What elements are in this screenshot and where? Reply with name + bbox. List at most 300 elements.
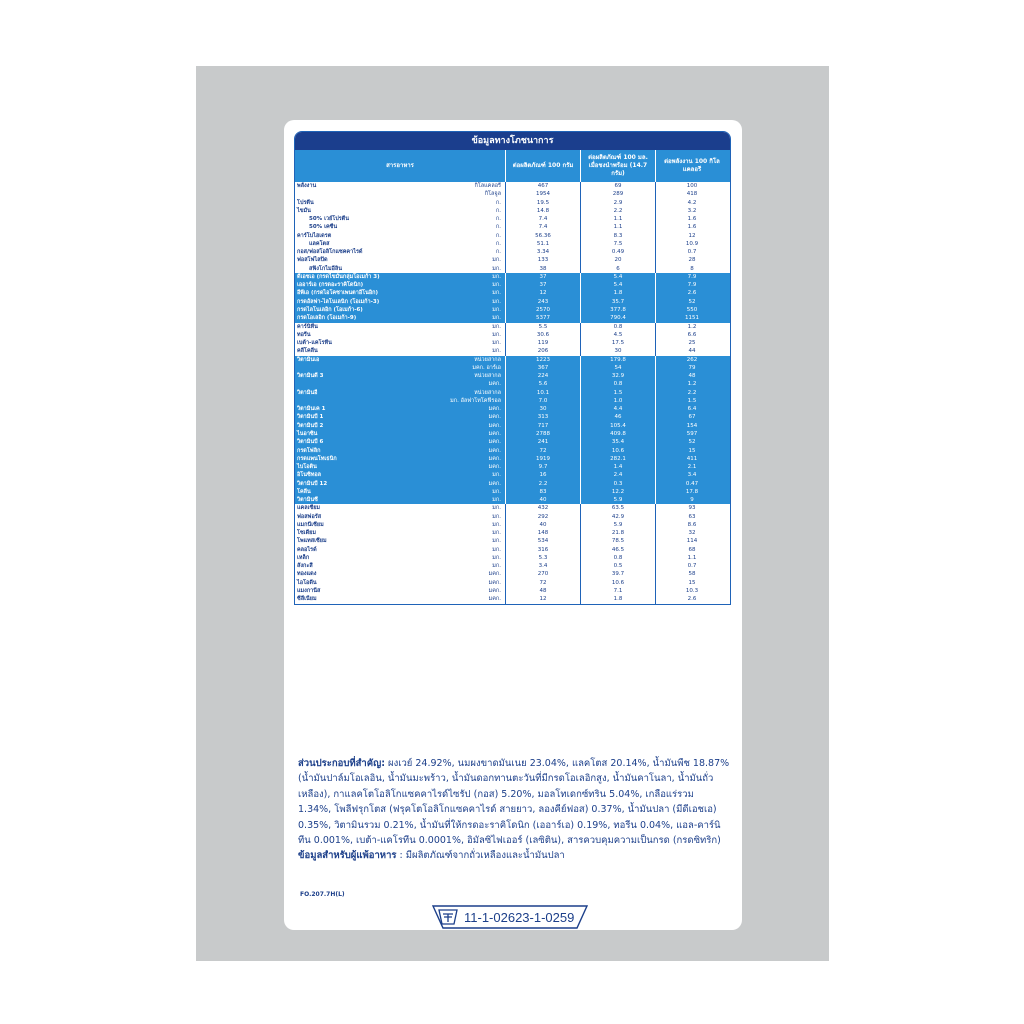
table-row <box>295 455 730 463</box>
value-per-100kcal: 1.1 <box>655 554 728 562</box>
allergy-paragraph <box>298 848 730 863</box>
value-per-100ml: 42.9 <box>580 513 655 521</box>
value-per-100g: 14.8 <box>505 207 580 215</box>
value-per-100ml: 21.8 <box>580 529 655 537</box>
nutrient-unit: มก. <box>492 513 501 520</box>
value-per-100kcal: 262 <box>655 356 728 364</box>
nutrient-name: โปรตีน <box>297 199 314 206</box>
value-per-100g: 38 <box>505 265 580 273</box>
table-row <box>295 298 730 306</box>
table-row <box>295 438 730 446</box>
value-per-100kcal: 597 <box>655 430 728 438</box>
header-nutrient: สารอาหาร <box>386 162 414 169</box>
value-per-100kcal: 17.8 <box>655 488 728 496</box>
table-row <box>295 364 730 372</box>
nutrient-name: แมกนีเซียม <box>297 521 324 528</box>
value-per-100kcal: 6.6 <box>655 331 728 339</box>
value-per-100ml: 2.2 <box>580 207 655 215</box>
nutrient-name: กรดแพนโทเธนิก <box>297 455 337 462</box>
value-per-100g: 48 <box>505 587 580 595</box>
value-per-100ml: 282.1 <box>580 455 655 463</box>
nutrient-name: กรดอัลฟา-ไลโนเลนิก (โอเมก้า-3) <box>297 298 380 305</box>
nutrient-unit: หน่วยสากล <box>474 356 501 363</box>
table-row <box>295 579 730 587</box>
value-per-100g: 467 <box>505 182 580 190</box>
value-per-100ml: 1.0 <box>580 397 655 405</box>
nutrient-unit: ก. <box>495 207 501 214</box>
value-per-100g: 56.36 <box>505 232 580 240</box>
nutrient-unit: มก. <box>492 340 501 347</box>
nutrient-name: 50% เคซีน <box>309 224 338 231</box>
nutrient-unit: มก. <box>492 315 501 322</box>
table-row <box>295 463 730 471</box>
value-per-100g: 5377 <box>505 314 580 322</box>
table-row <box>295 240 730 248</box>
table-row <box>295 422 730 430</box>
nutrient-name: ไบโอติน <box>297 464 317 471</box>
nutrient-unit: มก. <box>492 306 501 313</box>
value-per-100ml: 0.8 <box>580 554 655 562</box>
nutrient-name: แมงกานีส <box>297 588 321 595</box>
value-per-100kcal: 10.9 <box>655 240 728 248</box>
value-per-100kcal: 12 <box>655 232 728 240</box>
value-per-100kcal: 15 <box>655 447 728 455</box>
value-per-100kcal: 2.6 <box>655 595 728 603</box>
value-per-100g: 1919 <box>505 455 580 463</box>
nutrient-unit: หน่วยสากล <box>474 389 501 396</box>
value-per-100kcal: 7.9 <box>655 281 728 289</box>
value-per-100g: 10.1 <box>505 389 580 397</box>
nutrient-unit: มคก. <box>488 422 501 429</box>
table-row <box>295 537 730 545</box>
value-per-100g: 3.4 <box>505 562 580 570</box>
value-per-100ml: 69 <box>580 182 655 190</box>
value-per-100ml: 1.4 <box>580 463 655 471</box>
nutrient-name: กอส/ฟอสโอลิโกแซคคาไรด์ <box>297 249 363 256</box>
value-per-100kcal: 44 <box>655 347 728 355</box>
nutrient-unit: ก. <box>495 224 501 231</box>
nutrient-name: ไอโอดีน <box>297 579 317 586</box>
value-per-100g: 72 <box>505 447 580 455</box>
ingredients-label: ส่วนประกอบที่สำคัญ: <box>298 758 385 769</box>
table-row <box>295 273 730 281</box>
table-row <box>295 372 730 380</box>
ingredients-block <box>298 756 730 864</box>
value-per-100kcal: 6.4 <box>655 405 728 413</box>
nutrition-table <box>294 131 731 605</box>
value-per-100g: 316 <box>505 546 580 554</box>
value-per-100g: 119 <box>505 339 580 347</box>
table-row <box>295 513 730 521</box>
value-per-100ml: 5.4 <box>580 281 655 289</box>
value-per-100kcal: 2.6 <box>655 289 728 297</box>
nutrient-unit: ก. <box>495 199 501 206</box>
value-per-100ml: 46.5 <box>580 546 655 554</box>
header-per-100kcal: ต่อพลังงาน 100 กิโลแคลอรี <box>655 150 728 182</box>
table-row <box>295 504 730 512</box>
value-per-100ml: 39.7 <box>580 570 655 578</box>
value-per-100kcal: 0.7 <box>655 562 728 570</box>
value-per-100ml: 0.8 <box>580 323 655 331</box>
value-per-100g: 270 <box>505 570 580 578</box>
header-per-100ml: ต่อผลิตภัณฑ์ 100 มล. เมื่อชงนำพร้อม (14.7 กรัม) <box>580 150 655 182</box>
value-per-100g: 40 <box>505 496 580 504</box>
table-row <box>295 190 730 198</box>
value-per-100ml: 289 <box>580 190 655 198</box>
nutrient-name: คลีโคลีน <box>297 348 318 355</box>
value-per-100ml: 5.4 <box>580 273 655 281</box>
table-row <box>295 232 730 240</box>
value-per-100g: 432 <box>505 504 580 512</box>
value-per-100g: 5.6 <box>505 380 580 388</box>
table-row <box>295 314 730 322</box>
value-per-100kcal: 8.6 <box>655 521 728 529</box>
value-per-100ml: 2.9 <box>580 199 655 207</box>
value-per-100kcal: 550 <box>655 306 728 314</box>
table-row <box>295 413 730 421</box>
value-per-100g: 224 <box>505 372 580 380</box>
nutrient-unit: มก. <box>492 488 501 495</box>
nutrient-name <box>295 380 385 388</box>
nutrient-name: ดีเอชเอ (กรดไขมันกลุ่มโอเมก้า 3) <box>297 273 380 280</box>
value-per-100ml: 5.9 <box>580 496 655 504</box>
value-per-100ml: 78.5 <box>580 537 655 545</box>
value-per-100g: 37 <box>505 273 580 281</box>
table-row <box>295 447 730 455</box>
value-per-100ml: 179.8 <box>580 356 655 364</box>
table-row <box>295 587 730 595</box>
value-per-100ml: 377.8 <box>580 306 655 314</box>
table-row <box>295 430 730 438</box>
value-per-100kcal: 1.6 <box>655 223 728 231</box>
nutrient-name: ไนอาซิน <box>297 430 318 437</box>
nutrient-unit: มคก. <box>488 596 501 603</box>
nutrient-unit: มคก. <box>488 439 501 446</box>
value-per-100kcal: 0.7 <box>655 248 728 256</box>
value-per-100kcal: 3.2 <box>655 207 728 215</box>
value-per-100ml: 63.5 <box>580 504 655 512</box>
table-row <box>295 471 730 479</box>
nutrient-unit: มก. <box>492 521 501 528</box>
value-per-100g: 133 <box>505 256 580 264</box>
table-row <box>295 496 730 504</box>
nutrient-unit: มก. <box>492 273 501 280</box>
value-per-100g: 313 <box>505 413 580 421</box>
value-per-100kcal: 7.9 <box>655 273 728 281</box>
value-per-100ml: 1.1 <box>580 223 655 231</box>
nutrient-name: วิตามินบี 2 <box>297 422 324 429</box>
value-per-100ml: 790.4 <box>580 314 655 322</box>
value-per-100g: 40 <box>505 521 580 529</box>
value-per-100ml: 4.4 <box>580 405 655 413</box>
value-per-100kcal: 0.47 <box>655 480 728 488</box>
table-row <box>295 215 730 223</box>
nutrient-unit: มก. <box>492 530 501 537</box>
registration-number: 11-1-02623-1-0259 <box>464 910 575 925</box>
value-per-100kcal: 8 <box>655 265 728 273</box>
value-per-100kcal: 9 <box>655 496 728 504</box>
value-per-100g: 30.6 <box>505 331 580 339</box>
nutrient-name: คลอไรด์ <box>297 546 317 553</box>
value-per-100ml: 5.9 <box>580 521 655 529</box>
table-row <box>295 248 730 256</box>
nutrient-name: คาร์โบไฮเดรต <box>297 232 332 239</box>
ingredients-text: ผงเวย์ 24.92%, นมผงขาดมันเนย 23.04%, แลคโตส 20.14%, น้ำมันพืช 18.87% (น้ำมันปาล์มโอเลอิน, น้ำมันมะพร้าว, น้ำมันดอกทานตะวันที่มีกรดโอเลอิกสูง, น้ำมันคาโนลา, น้ำมันถั่วเหลือง), กาแลคโตโอลิโกแซคคาไรด์ไซรัป (กอส) 5.20%, มอลโทเดกซ์ทริน 5.04%, เกลือแร่รวม 1.34%, โพลีฟรุกโตส (ฟรุคโตโอลิโกแซคคาไรด์ สายยาว, ลองคีย์ฟอส) 0.37%, น้ำมันปลา (มีดีเอชเอ) 0.35%, วิตามินรวม 0.21%, น้ำมันที่ให้กรดอะราคิโดนิก (เออาร์เอ) 0.19%, ทอรีน 0.04%, แอล-คาร์นิทีน 0.001%, เบต้า-แคโรทีน 0.0001%, อิมัลซิไฟเออร์ (เลซิติน), สารควบคุมความเป็นกรด (กรดซิทริก) <box>298 758 730 847</box>
nutrient-name: กรดโอเลอิก (โอเมก้า-9) <box>297 315 357 322</box>
nutrient-name: ไขมัน <box>297 207 311 214</box>
nutrient-unit: ก. <box>495 240 501 247</box>
value-per-100g: 83 <box>505 488 580 496</box>
nutrient-unit: มก. อัลฟาโทโคฟีรอล <box>450 397 501 404</box>
nutrient-unit: มคก. <box>488 447 501 454</box>
nutrient-name: วิตามินเอ <box>297 356 320 363</box>
value-per-100kcal: 2.2 <box>655 389 728 397</box>
allergy-text: : มีผลิตภัณฑ์จากถั่วเหลืองและน้ำมันปลา <box>396 850 565 862</box>
value-per-100ml: 4.5 <box>580 331 655 339</box>
nutrient-name: สฟิงโกไมอีลิน <box>309 265 343 272</box>
product-code: FO.207.7H(L) <box>300 891 345 898</box>
value-per-100kcal: 2.1 <box>655 463 728 471</box>
value-per-100ml: 6 <box>580 265 655 273</box>
nutrient-unit: มก. <box>492 546 501 553</box>
nutrient-name: เบต้า-แคโรทีน <box>297 340 332 347</box>
nutrient-name <box>295 397 385 405</box>
value-per-100kcal: 10.3 <box>655 587 728 595</box>
table-header-row <box>295 150 730 182</box>
table-row <box>295 529 730 537</box>
value-per-100ml: 20 <box>580 256 655 264</box>
value-per-100kcal: 418 <box>655 190 728 198</box>
nutrient-name <box>295 364 385 372</box>
nutrient-name: แคลเซียม <box>297 505 321 512</box>
value-per-100g: 9.7 <box>505 463 580 471</box>
value-per-100kcal: 1.2 <box>655 323 728 331</box>
value-per-100g: 7.0 <box>505 397 580 405</box>
table-row <box>295 281 730 289</box>
value-per-100kcal: 3.4 <box>655 471 728 479</box>
value-per-100kcal: 1.5 <box>655 397 728 405</box>
nutrient-name: วิตามินอี <box>297 389 318 396</box>
nutrient-unit: มก. <box>492 323 501 330</box>
nutrient-unit: ก. <box>495 249 501 256</box>
nutrient-unit: มก. <box>492 257 501 264</box>
nutrient-name: กรดโฟลิก <box>297 447 321 454</box>
table-row <box>295 521 730 529</box>
value-per-100g: 7.4 <box>505 223 580 231</box>
value-per-100kcal: 79 <box>655 364 728 372</box>
table-row <box>295 380 730 388</box>
value-per-100kcal: 32 <box>655 529 728 537</box>
nutrient-name: วิตามินบี 6 <box>297 439 324 446</box>
value-per-100ml: 1.1 <box>580 215 655 223</box>
value-per-100g: 12 <box>505 289 580 297</box>
nutrient-unit: มก. <box>492 505 501 512</box>
table-row <box>295 289 730 297</box>
nutrient-name: วิตามินบี 12 <box>297 480 328 487</box>
fda-registration-badge <box>431 905 589 929</box>
value-per-100ml: 0.5 <box>580 562 655 570</box>
table-row <box>295 356 730 364</box>
ingredients-paragraph <box>298 756 730 848</box>
value-per-100kcal: 25 <box>655 339 728 347</box>
nutrient-name: โพแทสเซียม <box>297 538 327 545</box>
value-per-100ml: 1.8 <box>580 289 655 297</box>
nutrient-name: เหล็ก <box>297 554 310 561</box>
table-row <box>295 223 730 231</box>
table-row <box>295 570 730 578</box>
value-per-100g: 717 <box>505 422 580 430</box>
nutrient-name: คาร์นิทีน <box>297 323 318 330</box>
value-per-100kcal: 52 <box>655 298 728 306</box>
nutrient-unit: มคก. <box>488 480 501 487</box>
value-per-100kcal: 1.6 <box>655 215 728 223</box>
nutrient-unit: มก. <box>492 554 501 561</box>
nutrient-name: อิโนซิทอล <box>297 472 322 479</box>
value-per-100kcal: 63 <box>655 513 728 521</box>
value-per-100kcal: 28 <box>655 256 728 264</box>
value-per-100ml: 0.49 <box>580 248 655 256</box>
value-per-100ml: 10.6 <box>580 447 655 455</box>
nutrient-unit: มก. <box>492 497 501 504</box>
value-per-100ml: 1.8 <box>580 595 655 603</box>
value-per-100kcal: 15 <box>655 579 728 587</box>
value-per-100g: 72 <box>505 579 580 587</box>
table-row <box>295 389 730 397</box>
nutrient-name: โคลีน <box>297 488 311 495</box>
nutrient-name: สังกะสี <box>297 563 313 570</box>
nutrient-name: โซเดียม <box>297 530 316 537</box>
value-per-100ml: 35.4 <box>580 438 655 446</box>
value-per-100kcal: 1151 <box>655 314 728 322</box>
nutrient-unit: มก. <box>492 265 501 272</box>
value-per-100ml: 8.3 <box>580 232 655 240</box>
value-per-100g: 2570 <box>505 306 580 314</box>
value-per-100g: 7.4 <box>505 215 580 223</box>
value-per-100ml: 105.4 <box>580 422 655 430</box>
nutrient-unit: มก. <box>492 282 501 289</box>
value-per-100g: 30 <box>505 405 580 413</box>
value-per-100ml: 54 <box>580 364 655 372</box>
table-title: ข้อมูลทางโภชนาการ <box>295 132 730 150</box>
nutrient-name: พลังงาน <box>297 183 317 189</box>
value-per-100g: 243 <box>505 298 580 306</box>
table-row <box>295 331 730 339</box>
value-per-100kcal: 114 <box>655 537 728 545</box>
nutrient-unit: มก. <box>492 538 501 545</box>
table-row <box>295 554 730 562</box>
nutrient-name: กรดไลโนเลอิก (โอเมก้า-6) <box>297 306 363 313</box>
value-per-100kcal: 154 <box>655 422 728 430</box>
value-per-100ml: 12.2 <box>580 488 655 496</box>
value-per-100g: 1954 <box>505 190 580 198</box>
value-per-100g: 3.34 <box>505 248 580 256</box>
value-per-100g: 2.2 <box>505 480 580 488</box>
value-per-100kcal: 48 <box>655 372 728 380</box>
nutrient-unit: มก. <box>492 563 501 570</box>
value-per-100ml: 30 <box>580 347 655 355</box>
value-per-100g: 148 <box>505 529 580 537</box>
nutrient-unit: ก. <box>495 232 501 239</box>
value-per-100kcal: 67 <box>655 413 728 421</box>
nutrient-name: วิตามินดี 3 <box>297 373 324 380</box>
nutrient-name: ทอรีน <box>297 331 311 338</box>
nutrient-name: แลคโตส <box>309 240 330 247</box>
nutrient-unit: หน่วยสากล <box>474 373 501 380</box>
value-per-100g: 19.5 <box>505 199 580 207</box>
value-per-100kcal: 100 <box>655 182 728 190</box>
nutrient-unit: มคก. <box>488 571 501 578</box>
nutrient-unit: มคก. <box>488 464 501 471</box>
table-row <box>295 488 730 496</box>
nutrient-name: วิตามินเค 1 <box>297 406 326 413</box>
table-row <box>295 265 730 273</box>
nutrient-name: เออาร์เอ (กรดอะราคิโดนิก) <box>297 282 364 289</box>
nutrient-name: อีพีเอ (กรดไอโคซาเพนตาอีโนอิก) <box>297 290 379 297</box>
nutrient-name <box>295 190 385 198</box>
value-per-100g: 534 <box>505 537 580 545</box>
table-row <box>295 207 730 215</box>
nutrient-unit: มก. <box>492 348 501 355</box>
value-per-100g: 37 <box>505 281 580 289</box>
value-per-100ml: 0.8 <box>580 380 655 388</box>
value-per-100ml: 35.7 <box>580 298 655 306</box>
nutrient-unit: มคก. อาร์เอ <box>472 364 501 371</box>
value-per-100ml: 0.3 <box>580 480 655 488</box>
table-row <box>295 562 730 570</box>
table-row <box>295 339 730 347</box>
value-per-100ml: 17.5 <box>580 339 655 347</box>
nutrient-unit: มคก. <box>488 588 501 595</box>
value-per-100ml: 7.5 <box>580 240 655 248</box>
nutrient-unit: มคก. <box>488 381 501 388</box>
value-per-100ml: 7.1 <box>580 587 655 595</box>
header-per-100g: ต่อผลิตภัณฑ์ 100 กรัม <box>505 150 580 182</box>
table-row <box>295 480 730 488</box>
value-per-100g: 206 <box>505 347 580 355</box>
value-per-100g: 5.5 <box>505 323 580 331</box>
allergy-label: ข้อมูลสำหรับผู้แพ้อาหาร <box>298 850 397 862</box>
value-per-100g: 5.3 <box>505 554 580 562</box>
nutrient-unit: มก. <box>492 472 501 479</box>
table-row <box>295 546 730 554</box>
nutrient-name: วิตามินบี 1 <box>297 414 324 421</box>
nutrient-name: 50% เวย์โปรตีน <box>309 216 350 223</box>
value-per-100ml: 409.8 <box>580 430 655 438</box>
value-per-100ml: 2.4 <box>580 471 655 479</box>
value-per-100ml: 10.6 <box>580 579 655 587</box>
nutrient-name: ซีลีเนียม <box>297 596 317 603</box>
table-row <box>295 347 730 355</box>
table-body <box>295 182 730 604</box>
value-per-100g: 12 <box>505 595 580 603</box>
value-per-100g: 1223 <box>505 356 580 364</box>
value-per-100g: 2788 <box>505 430 580 438</box>
nutrient-unit: มคก. <box>488 579 501 586</box>
value-per-100ml: 1.5 <box>580 389 655 397</box>
nutrient-unit: มคก. <box>488 455 501 462</box>
value-per-100g: 292 <box>505 513 580 521</box>
value-per-100g: 51.1 <box>505 240 580 248</box>
value-per-100ml: 46 <box>580 413 655 421</box>
value-per-100kcal: 52 <box>655 438 728 446</box>
value-per-100g: 16 <box>505 471 580 479</box>
table-row <box>295 182 730 190</box>
nutrient-unit: มก. <box>492 290 501 297</box>
nutrient-unit: กิโลจูล <box>484 191 501 198</box>
nutrient-name: ฟอสโฟไลปิด <box>297 257 328 264</box>
table-row <box>295 595 730 603</box>
table-row <box>295 397 730 405</box>
